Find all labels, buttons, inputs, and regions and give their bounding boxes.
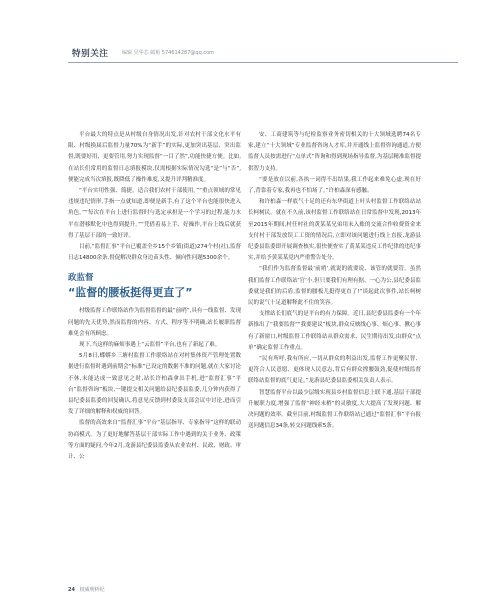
section-title: 特别关注: [72, 49, 109, 59]
paragraph: “民有所呼,我有所应,一切从群众的利益出发,监督工作更聚民智、更符合人民意愿、更体现人民意志,背后有群众撑腰鼓劲,促使村级监督联络站监督的底气更足。”龙游县纪委县监委相关负责人表示。: [248, 356, 421, 385]
paragraph: 现下,当这样的麻烦事遇上“云监督”平台,也有了新起了难。: [79, 342, 221, 349]
paragraph: 目前,“监督汇事”平台已覆盖全乡15个乡镇(街道)274个村(社),监督日志14800余条,督促解决群众身边苗头性、倾向性问题5300余个。: [68, 244, 241, 262]
paragraph: 支撑站长们底气的是平台的有力保障。近日,县纪委县监委有一个年新推出了“我要监督”“我要建议”板块,群众反映线心事、烦心事、揪心事有了新窗口,村级监督工作联络站从群众需求、民生期待出发,由群众“点单”确定监督工作重点。: [248, 311, 421, 351]
paragraph: 村级监督工作联络站作为监督监督的最“前哨”,具有一线监督、发现问题的先天优势,然而监督的内容、方式、程序等不明确,站长履职监督难免会有所顾虑。: [68, 308, 241, 337]
header-divider: [68, 62, 458, 63]
magazine-name: 权威明析纪: [79, 587, 105, 593]
paragraph: 5月8日,蝶蟒乡三塘村监督工作联络站在对村集体资产管理处置数据进行监督时遇到前期会“标准”已设定的数据不准的问题,就在大家讨论不休,未能达成一致意见之时,站长许柏森拿出手机,进“监督汇事”平台“监督咨询”板块,一键提交相关问题给县纪委县监委,几分钟内获得了县纪委县监委的回复确认,将意见反馈到村委及支部会议中讨论,进而引发了详细的解释和权威的回答。: [68, 353, 241, 416]
page-footer: [68, 586, 105, 593]
subsection-title: “监督的腰板挺得更直了”: [68, 286, 193, 300]
subsection-label: 政监督: [68, 273, 94, 284]
paragraph: 智慧监督平台以最少层级实现县乡村监督信息上联下通,基层干部提升履职力度,增强了监督“神经末梢”的灵敏度,大大提高了发现问题、解决问题的效率。截至目前,村级监督工作联络站已通过“监督汇事”平台报送问题信息34条,转交问题线索5条。: [248, 389, 421, 430]
right-column: [248, 130, 421, 432]
left-column: [68, 130, 241, 463]
page-number: 24: [68, 587, 75, 593]
paragraph: 平台最大的特点是从村级自身情况出发,针对农村干部文化水平有限、村级换届后监督力量70%为“新手”的实际,更加突出基层、突出监督,既要好用、更要管用,努力实现监督“一目了然”,功能快捷方便。比如,在站长们常用的监督日志填报模块,仅需根据实际情况勾选“是”与“否”,便能完成当次填报,既降低了操作难度,又提升评判精准度。: [68, 132, 241, 183]
paragraph: 监督的高效来自“监督汇事”平台“基层指导、专家指导”这样的联动协商模式。为了更好地解答基层干部实际工作中遇到的关于业务、政策等方面的疑问,今年2月,龙游县纪委县监委从农业农村、民政、财政、审计、公: [68, 420, 241, 461]
paragraph: 安、工商建筑等与纪检监察业务密切相关的十大领域选聘74名专家,建立“十大领域”专业监督咨询人才库,并开通线上监督咨询通道,方便监督人员按需进行“点单式”咨询和得到现场指导监督,为基层精准监督提供智力支持。: [248, 132, 421, 172]
editor-meta: 编辑 吴华芯 邮箱 574614287@qq.com: [122, 50, 215, 56]
paragraph: 和许柏森一样底气十足的还有东华街道上叶头村监督工作联络站站长柯树民。就在不久前,该村监督工作联络站在日常监督中发现,2013年至2015年期间,村任村社的黄某某兄弟用未入账的交流合作收费资金来支付村干部发放误工工资的情况后,立即对该问题进行线上直报,龙游县纪委县监委即开展调查核实,很快便查实了黄某某违反工作纪律的违纪事实,并给予黄某某党内严重警告处分。: [248, 199, 421, 262]
paragraph: “平台实用性强、简捷。适合我们农村干部使用。”“重点领域的常见违规违纪情形,手指一点就知道,即便是新手,有了这个平台也能很快进入角色。”“每次在平台上进行监督时与选定承担是一个学习的过程,能力水平在潜移默化中也得到提升。”“凭借着易上手、好操作,平台上线后就获得了基层干部的一致好评。: [68, 188, 241, 239]
paragraph: “我们作为监督监督最‘前哨’,就说的就要说、该管的就要管。虽然我们监督工作联络站‘官’小,但只要我们有理有据、一心为公,县纪委县监委就是我们的后盾,监督的腰板儿挺得更直了!”谈起此次事件,站长柯树民的说气十足道解释此不住的笑容。: [248, 266, 421, 307]
page-header: [0, 0, 480, 72]
paragraph: “要是放在以前,各执一词得不出结果,我工作起来难免心虚,现在好了,背靠着专家,我再也不怕场了。”许柏森深有感触。: [248, 176, 421, 195]
